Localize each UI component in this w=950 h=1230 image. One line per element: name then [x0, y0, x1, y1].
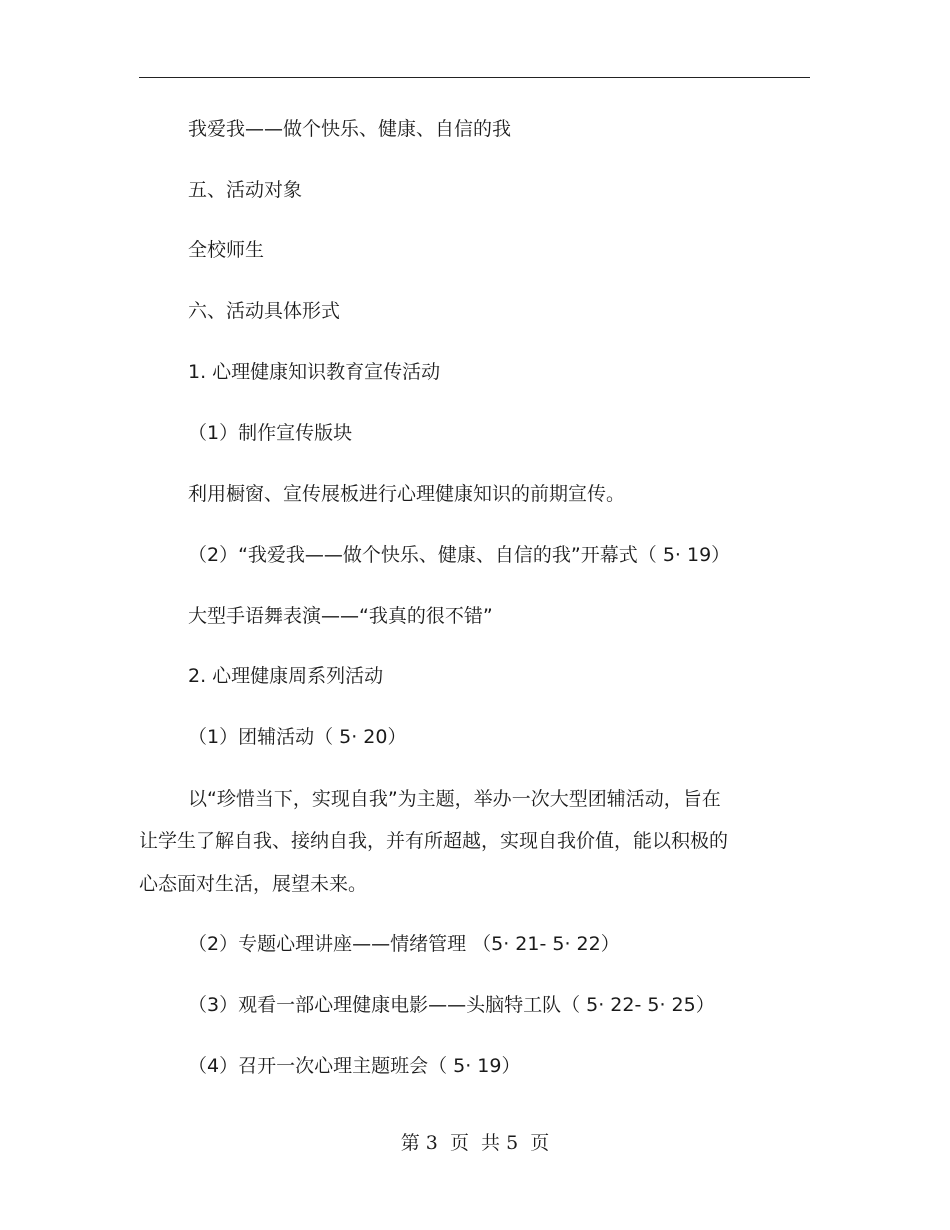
paragraph-sign-dance: 大型手语舞表演——“我真的很不错”	[188, 605, 493, 627]
paragraph-group-line-2: 让学生了解自我、接纳自我，并有所超越，实现自我价值，能以积极的	[139, 830, 729, 852]
page-indicator: 第 3 页 共 5 页	[400, 1132, 550, 1154]
section-heading-forms: 六、活动具体形式	[188, 300, 341, 322]
item-2-3: （3）观看一部心理健康电影——头脑特工队（ 5· 22- 5· 25）	[188, 994, 715, 1016]
subsection-heading-2: 2. 心理健康周系列活动	[188, 665, 384, 687]
item-2-2: （2）专题心理讲座——情绪管理 （5· 21- 5· 22）	[188, 933, 620, 955]
section-heading-target: 五、活动对象	[188, 179, 303, 201]
item-1-1: （1）制作宣传版块	[188, 422, 353, 444]
item-2-4: （4）召开一次心理主题班会（ 5· 19）	[188, 1055, 521, 1077]
target-audience: 全校师生	[188, 239, 265, 261]
item-2-1: （1）团辅活动（ 5· 20）	[188, 726, 407, 748]
paragraph-publicity: 利用橱窗、宣传展板进行心理健康知识的前期宣传。	[188, 483, 626, 505]
paragraph-group-line-1: 以“珍惜当下，实现自我”为主题，举办一次大型团辅活动，旨在	[188, 788, 721, 810]
subsection-heading-1: 1. 心理健康知识教育宣传活动	[188, 361, 441, 383]
header-rule	[139, 77, 810, 78]
item-1-2: （2）“我爱我——做个快乐、健康、自信的我”开幕式（ 5· 19）	[188, 544, 731, 566]
theme-line: 我爱我——做个快乐、健康、自信的我	[188, 118, 512, 140]
paragraph-group-line-3: 心态面对生活，展望未来。	[139, 873, 368, 895]
